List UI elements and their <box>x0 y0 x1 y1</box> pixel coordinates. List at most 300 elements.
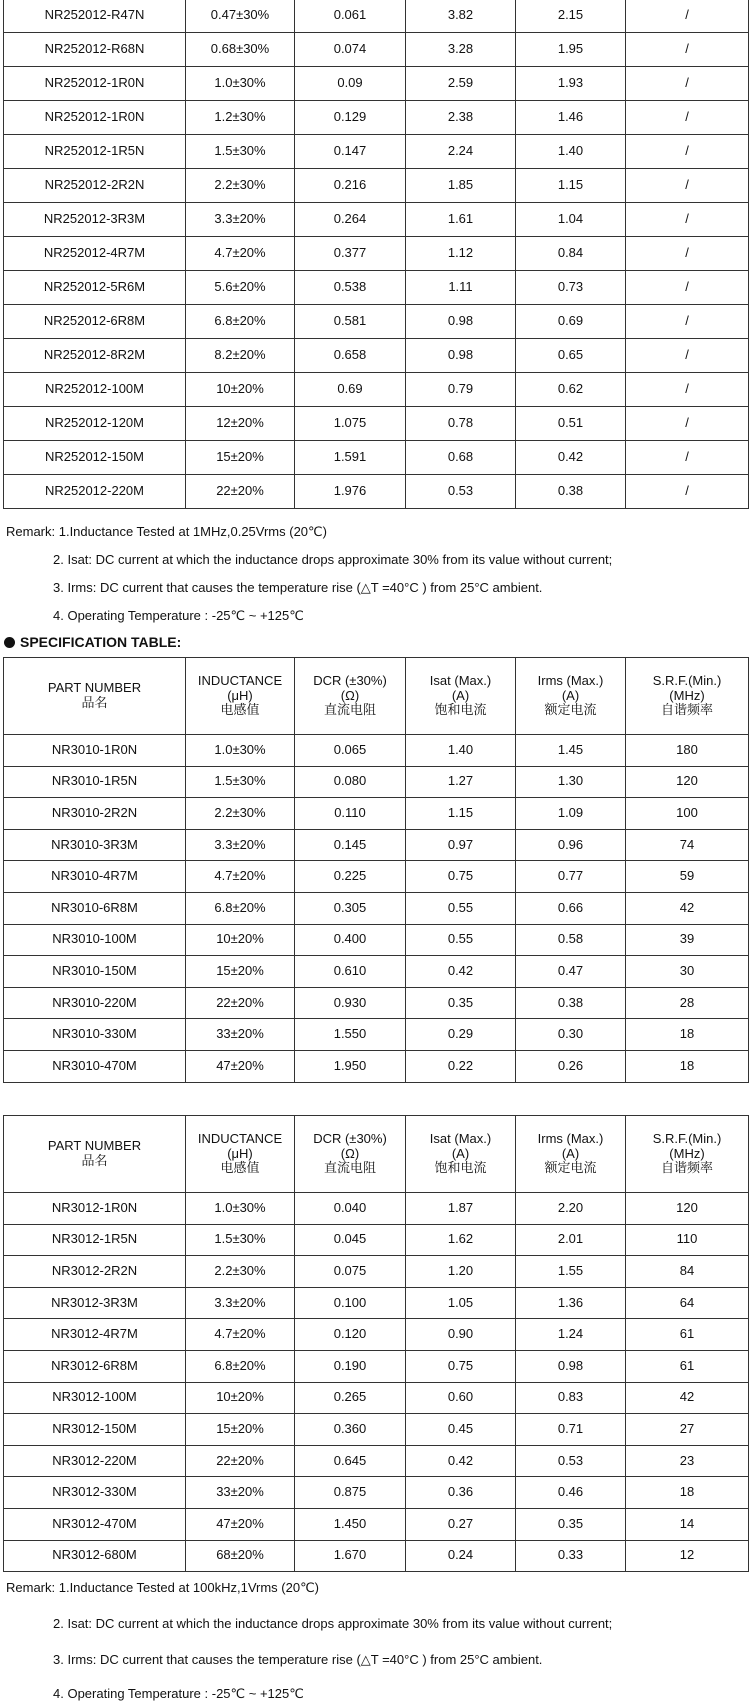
header-line: (A) <box>561 687 580 703</box>
dcr-cell: 1.075 <box>295 407 406 441</box>
part-number-cell: NR252012-1R0N <box>4 101 186 135</box>
srf-cell: 100 <box>626 798 749 830</box>
table-row <box>4 67 749 101</box>
dcr-cell: 0.040 <box>295 1193 406 1225</box>
header-line: 饱和电流 <box>434 702 487 718</box>
header-line: 直流电阻 <box>323 702 376 718</box>
isat-cell: 0.22 <box>406 1050 516 1082</box>
part-number-cell: NR3010-2R2N <box>4 798 186 830</box>
header-line: 品名 <box>81 695 108 710</box>
isat-cell: 0.97 <box>406 829 516 861</box>
srf-cell: / <box>626 271 749 305</box>
part-number-cell: NR3010-4R7M <box>4 861 186 893</box>
part-number-cell: NR3010-330M <box>4 1019 186 1051</box>
srf-cell: / <box>626 67 749 101</box>
header-line: (A) <box>451 687 470 703</box>
dcr-cell: 1.950 <box>295 1050 406 1082</box>
table-row <box>4 1382 749 1414</box>
header-isat <box>406 1116 516 1193</box>
table-row <box>4 475 749 509</box>
isat-cell: 0.24 <box>406 1540 516 1572</box>
dcr-cell: 0.110 <box>295 798 406 830</box>
inductance-cell: 4.7±20% <box>186 861 295 893</box>
part-number-cell: NR252012-3R3M <box>4 203 186 237</box>
inductance-cell: 2.2±30% <box>186 169 295 203</box>
irms-cell: 1.55 <box>516 1256 626 1288</box>
inductance-cell: 0.68±30% <box>186 33 295 67</box>
dcr-cell: 0.581 <box>295 305 406 339</box>
srf-cell: 42 <box>626 1382 749 1414</box>
isat-cell: 1.61 <box>406 203 516 237</box>
dcr-cell: 0.080 <box>295 766 406 798</box>
srf-cell: / <box>626 33 749 67</box>
header-line: (A) <box>561 1145 580 1161</box>
header-irms <box>516 1116 626 1193</box>
table-row <box>4 305 749 339</box>
srf-cell: / <box>626 169 749 203</box>
spec-table-body <box>4 735 749 1083</box>
table-row <box>4 1050 749 1082</box>
header-isat <box>406 658 516 735</box>
header-part-number <box>4 1116 186 1193</box>
irms-cell: 2.20 <box>516 1193 626 1225</box>
remark-line-4: 4. Operating Temperature : -25℃ ~ +125℃ <box>53 1686 304 1701</box>
inductance-cell: 47±20% <box>186 1508 295 1540</box>
header-line: INDUCTANCE <box>197 1130 283 1146</box>
header-line: (MHz) <box>669 1145 705 1161</box>
srf-cell: / <box>626 237 749 271</box>
irms-cell: 0.46 <box>516 1477 626 1509</box>
isat-cell: 0.42 <box>406 1445 516 1477</box>
header-line: Isat (Max.) <box>429 672 492 688</box>
irms-cell: 0.66 <box>516 892 626 924</box>
dcr-cell: 0.065 <box>295 735 406 767</box>
inductance-cell: 2.2±30% <box>186 1256 295 1288</box>
irms-cell: 0.51 <box>516 407 626 441</box>
srf-cell: 30 <box>626 956 749 988</box>
srf-cell: 28 <box>626 987 749 1019</box>
srf-cell: / <box>626 135 749 169</box>
irms-cell: 1.30 <box>516 766 626 798</box>
irms-cell: 0.47 <box>516 956 626 988</box>
table-row <box>4 766 749 798</box>
isat-cell: 2.59 <box>406 67 516 101</box>
isat-cell: 1.12 <box>406 237 516 271</box>
inductance-cell: 10±20% <box>186 1382 295 1414</box>
isat-cell: 1.85 <box>406 169 516 203</box>
spec-table-nr252012 <box>3 0 749 509</box>
srf-cell: / <box>626 373 749 407</box>
table-row <box>4 1350 749 1382</box>
table-row <box>4 956 749 988</box>
irms-cell: 2.15 <box>516 0 626 33</box>
dcr-cell: 1.550 <box>295 1019 406 1051</box>
irms-cell: 0.84 <box>516 237 626 271</box>
dcr-cell: 0.538 <box>295 271 406 305</box>
irms-cell: 0.69 <box>516 305 626 339</box>
section-title <box>4 634 181 650</box>
table-row <box>4 1193 749 1225</box>
irms-cell: 0.98 <box>516 1350 626 1382</box>
isat-cell: 0.78 <box>406 407 516 441</box>
dcr-cell: 0.225 <box>295 861 406 893</box>
header-line: 电感值 <box>220 1160 260 1176</box>
header-row <box>4 1116 749 1193</box>
srf-cell: 27 <box>626 1414 749 1446</box>
inductance-cell: 10±20% <box>186 924 295 956</box>
isat-cell: 0.42 <box>406 956 516 988</box>
inductance-cell: 4.7±20% <box>186 237 295 271</box>
table-row <box>4 924 749 956</box>
dcr-cell: 0.190 <box>295 1350 406 1382</box>
part-number-cell: NR3012-150M <box>4 1414 186 1446</box>
header-line: (Ω) <box>340 1145 360 1161</box>
irms-cell: 0.53 <box>516 1445 626 1477</box>
isat-cell: 1.20 <box>406 1256 516 1288</box>
header-line: 额定电流 <box>544 1160 597 1176</box>
irms-cell: 0.73 <box>516 271 626 305</box>
header-dcr <box>295 1116 406 1193</box>
part-number-cell: NR3010-220M <box>4 987 186 1019</box>
header-inductance <box>186 658 295 735</box>
table-row <box>4 1287 749 1319</box>
header-line: PART NUMBER <box>47 1138 142 1154</box>
irms-cell: 1.95 <box>516 33 626 67</box>
irms-cell: 1.09 <box>516 798 626 830</box>
table-row <box>4 798 749 830</box>
header-line: INDUCTANCE <box>197 672 283 688</box>
part-number-cell: NR3010-3R3M <box>4 829 186 861</box>
table-row <box>4 1414 749 1446</box>
part-number-cell: NR3012-220M <box>4 1445 186 1477</box>
part-number-cell: NR3012-1R5N <box>4 1224 186 1256</box>
table-row <box>4 1256 749 1288</box>
bullet-icon <box>4 637 15 648</box>
spec-table-body <box>4 0 749 509</box>
srf-cell: 14 <box>626 1508 749 1540</box>
isat-cell: 0.90 <box>406 1319 516 1351</box>
dcr-cell: 0.061 <box>295 0 406 33</box>
isat-cell: 1.15 <box>406 798 516 830</box>
table-row <box>4 33 749 67</box>
part-number-cell: NR252012-120M <box>4 407 186 441</box>
inductance-cell: 1.2±30% <box>186 101 295 135</box>
spec-table-nr3012 <box>3 1115 749 1572</box>
header-row <box>4 658 749 735</box>
table-row <box>4 101 749 135</box>
table-row <box>4 0 749 33</box>
part-number-cell: NR3012-3R3M <box>4 1287 186 1319</box>
srf-cell: 64 <box>626 1287 749 1319</box>
table-row <box>4 987 749 1019</box>
table-row <box>4 373 749 407</box>
inductance-cell: 0.47±30% <box>186 0 295 33</box>
srf-cell: 120 <box>626 1193 749 1225</box>
inductance-cell: 15±20% <box>186 1414 295 1446</box>
srf-cell: / <box>626 203 749 237</box>
part-number-cell: NR3010-6R8M <box>4 892 186 924</box>
srf-cell: 180 <box>626 735 749 767</box>
part-number-cell: NR3012-4R7M <box>4 1319 186 1351</box>
inductance-cell: 10±20% <box>186 373 295 407</box>
remark-line-1: Remark: 1.Inductance Tested at 1MHz,0.25Vrms (20℃) <box>6 524 327 539</box>
dcr-cell: 0.09 <box>295 67 406 101</box>
dcr-cell: 0.305 <box>295 892 406 924</box>
dcr-cell: 0.264 <box>295 203 406 237</box>
inductance-cell: 15±20% <box>186 956 295 988</box>
inductance-cell: 1.5±30% <box>186 135 295 169</box>
irms-cell: 0.65 <box>516 339 626 373</box>
isat-cell: 0.68 <box>406 441 516 475</box>
header-line: 饱和电流 <box>434 1160 487 1176</box>
part-number-cell: NR3012-2R2N <box>4 1256 186 1288</box>
isat-cell: 0.45 <box>406 1414 516 1446</box>
table-row <box>4 441 749 475</box>
dcr-cell: 0.147 <box>295 135 406 169</box>
isat-cell: 3.28 <box>406 33 516 67</box>
inductance-cell: 1.0±30% <box>186 735 295 767</box>
table-row <box>4 1508 749 1540</box>
irms-cell: 0.38 <box>516 475 626 509</box>
part-number-cell: NR252012-100M <box>4 373 186 407</box>
irms-cell: 0.35 <box>516 1508 626 1540</box>
isat-cell: 1.40 <box>406 735 516 767</box>
inductance-cell: 1.0±30% <box>186 1193 295 1225</box>
irms-cell: 0.71 <box>516 1414 626 1446</box>
inductance-cell: 33±20% <box>186 1019 295 1051</box>
part-number-cell: NR3012-100M <box>4 1382 186 1414</box>
irms-cell: 1.24 <box>516 1319 626 1351</box>
inductance-cell: 3.3±20% <box>186 829 295 861</box>
header-irms <box>516 658 626 735</box>
table-row <box>4 861 749 893</box>
srf-cell: / <box>626 441 749 475</box>
isat-cell: 0.27 <box>406 1508 516 1540</box>
isat-cell: 2.38 <box>406 101 516 135</box>
irms-cell: 1.15 <box>516 169 626 203</box>
isat-cell: 0.36 <box>406 1477 516 1509</box>
dcr-cell: 0.360 <box>295 1414 406 1446</box>
header-line: 品名 <box>81 1153 108 1168</box>
header-srf <box>626 1116 749 1193</box>
irms-cell: 0.38 <box>516 987 626 1019</box>
dcr-cell: 0.645 <box>295 1445 406 1477</box>
header-line: 电感值 <box>220 702 260 718</box>
irms-cell: 0.83 <box>516 1382 626 1414</box>
srf-cell: 110 <box>626 1224 749 1256</box>
srf-cell: / <box>626 101 749 135</box>
srf-cell: / <box>626 407 749 441</box>
srf-cell: / <box>626 305 749 339</box>
srf-cell: 39 <box>626 924 749 956</box>
dcr-cell: 0.216 <box>295 169 406 203</box>
remark-line-3: 3. Irms: DC current that causes the temperature rise (△T =40°C ) from 25°C ambient. <box>53 1652 543 1667</box>
srf-cell: 120 <box>626 766 749 798</box>
dcr-cell: 0.875 <box>295 1477 406 1509</box>
part-number-cell: NR252012-8R2M <box>4 339 186 373</box>
dcr-cell: 0.400 <box>295 924 406 956</box>
section-title-text: SPECIFICATION TABLE: <box>20 634 182 650</box>
isat-cell: 0.75 <box>406 1350 516 1382</box>
dcr-cell: 1.591 <box>295 441 406 475</box>
part-number-cell: NR252012-R68N <box>4 33 186 67</box>
inductance-cell: 1.5±30% <box>186 1224 295 1256</box>
dcr-cell: 0.145 <box>295 829 406 861</box>
part-number-cell: NR252012-2R2N <box>4 169 186 203</box>
part-number-cell: NR3010-1R0N <box>4 735 186 767</box>
srf-cell: 74 <box>626 829 749 861</box>
header-line: PART NUMBER <box>47 680 142 696</box>
part-number-cell: NR3012-6R8M <box>4 1350 186 1382</box>
irms-cell: 0.26 <box>516 1050 626 1082</box>
dcr-cell: 0.377 <box>295 237 406 271</box>
irms-cell: 1.46 <box>516 101 626 135</box>
isat-cell: 0.79 <box>406 373 516 407</box>
header-line: 自谐频率 <box>660 1160 713 1176</box>
header-line: Irms (Max.) <box>537 1130 604 1146</box>
header-srf <box>626 658 749 735</box>
srf-cell: 12 <box>626 1540 749 1572</box>
part-number-cell: NR3012-1R0N <box>4 1193 186 1225</box>
isat-cell: 0.35 <box>406 987 516 1019</box>
part-number-cell: NR3012-330M <box>4 1477 186 1509</box>
irms-cell: 1.36 <box>516 1287 626 1319</box>
header-line: (A) <box>451 1145 470 1161</box>
srf-cell: / <box>626 339 749 373</box>
spec-table-nr3010 <box>3 657 749 1083</box>
irms-cell: 0.96 <box>516 829 626 861</box>
header-line: (μH) <box>227 1145 253 1161</box>
table-row <box>4 892 749 924</box>
header-line: DCR (±30%) <box>313 1130 387 1146</box>
inductance-cell: 15±20% <box>186 441 295 475</box>
isat-cell: 2.24 <box>406 135 516 169</box>
srf-cell: / <box>626 0 749 33</box>
header-line: S.R.F.(Min.) <box>652 672 722 688</box>
header-line: DCR (±30%) <box>313 672 387 688</box>
inductance-cell: 6.8±20% <box>186 892 295 924</box>
part-number-cell: NR3012-470M <box>4 1508 186 1540</box>
srf-cell: 61 <box>626 1350 749 1382</box>
inductance-cell: 22±20% <box>186 987 295 1019</box>
header-part-number <box>4 658 186 735</box>
inductance-cell: 4.7±20% <box>186 1319 295 1351</box>
table-row <box>4 1019 749 1051</box>
inductance-cell: 22±20% <box>186 1445 295 1477</box>
dcr-cell: 0.075 <box>295 1256 406 1288</box>
isat-cell: 1.62 <box>406 1224 516 1256</box>
irms-cell: 1.45 <box>516 735 626 767</box>
table-row <box>4 1477 749 1509</box>
isat-cell: 0.75 <box>406 861 516 893</box>
spec-table-header <box>4 658 749 735</box>
inductance-cell: 33±20% <box>186 1477 295 1509</box>
isat-cell: 0.55 <box>406 892 516 924</box>
isat-cell: 0.53 <box>406 475 516 509</box>
part-number-cell: NR3012-680M <box>4 1540 186 1572</box>
table-row <box>4 407 749 441</box>
irms-cell: 0.33 <box>516 1540 626 1572</box>
header-inductance <box>186 1116 295 1193</box>
srf-cell: 18 <box>626 1050 749 1082</box>
inductance-cell: 3.3±20% <box>186 203 295 237</box>
dcr-cell: 0.265 <box>295 1382 406 1414</box>
inductance-cell: 5.6±20% <box>186 271 295 305</box>
header-line: (μH) <box>227 687 253 703</box>
header-line: 直流电阻 <box>323 1160 376 1176</box>
isat-cell: 1.27 <box>406 766 516 798</box>
dcr-cell: 0.658 <box>295 339 406 373</box>
inductance-cell: 12±20% <box>186 407 295 441</box>
irms-cell: 1.40 <box>516 135 626 169</box>
isat-cell: 0.98 <box>406 305 516 339</box>
isat-cell: 0.98 <box>406 339 516 373</box>
table-row <box>4 135 749 169</box>
dcr-cell: 0.129 <box>295 101 406 135</box>
isat-cell: 0.55 <box>406 924 516 956</box>
irms-cell: 2.01 <box>516 1224 626 1256</box>
srf-cell: 23 <box>626 1445 749 1477</box>
part-number-cell: NR3010-150M <box>4 956 186 988</box>
spec-table-body <box>4 1193 749 1572</box>
dcr-cell: 0.69 <box>295 373 406 407</box>
irms-cell: 0.62 <box>516 373 626 407</box>
isat-cell: 0.29 <box>406 1019 516 1051</box>
table-row <box>4 1445 749 1477</box>
isat-cell: 1.11 <box>406 271 516 305</box>
dcr-cell: 0.930 <box>295 987 406 1019</box>
inductance-cell: 6.8±20% <box>186 1350 295 1382</box>
isat-cell: 1.05 <box>406 1287 516 1319</box>
part-number-cell: NR3010-1R5N <box>4 766 186 798</box>
inductance-cell: 2.2±30% <box>186 798 295 830</box>
remark-line-2: 2. Isat: DC current at which the inductance drops approximate 30% from its value without current; <box>53 552 613 567</box>
table-row <box>4 1319 749 1351</box>
part-number-cell: NR3010-100M <box>4 924 186 956</box>
remark-line-3: 3. Irms: DC current that causes the temperature rise (△T =40°C ) from 25°C ambient. <box>53 580 543 595</box>
dcr-cell: 0.074 <box>295 33 406 67</box>
irms-cell: 0.58 <box>516 924 626 956</box>
table-row <box>4 1540 749 1572</box>
part-number-cell: NR252012-R47N <box>4 0 186 33</box>
part-number-cell: NR252012-1R5N <box>4 135 186 169</box>
inductance-cell: 1.0±30% <box>186 67 295 101</box>
header-line: (MHz) <box>669 687 705 703</box>
srf-cell: 59 <box>626 861 749 893</box>
irms-cell: 1.93 <box>516 67 626 101</box>
part-number-cell: NR3010-470M <box>4 1050 186 1082</box>
inductance-cell: 1.5±30% <box>186 766 295 798</box>
header-line: 额定电流 <box>544 702 597 718</box>
spec-table-header <box>4 1116 749 1193</box>
inductance-cell: 68±20% <box>186 1540 295 1572</box>
part-number-cell: NR252012-6R8M <box>4 305 186 339</box>
table-row <box>4 1224 749 1256</box>
table-row <box>4 735 749 767</box>
irms-cell: 0.77 <box>516 861 626 893</box>
dcr-cell: 1.976 <box>295 475 406 509</box>
table-row <box>4 203 749 237</box>
header-line: 自谐频率 <box>660 702 713 718</box>
part-number-cell: NR252012-1R0N <box>4 67 186 101</box>
dcr-cell: 0.610 <box>295 956 406 988</box>
table-row <box>4 237 749 271</box>
irms-cell: 1.04 <box>516 203 626 237</box>
header-line: Irms (Max.) <box>537 672 604 688</box>
table-row <box>4 339 749 373</box>
dcr-cell: 0.045 <box>295 1224 406 1256</box>
part-number-cell: NR252012-5R6M <box>4 271 186 305</box>
